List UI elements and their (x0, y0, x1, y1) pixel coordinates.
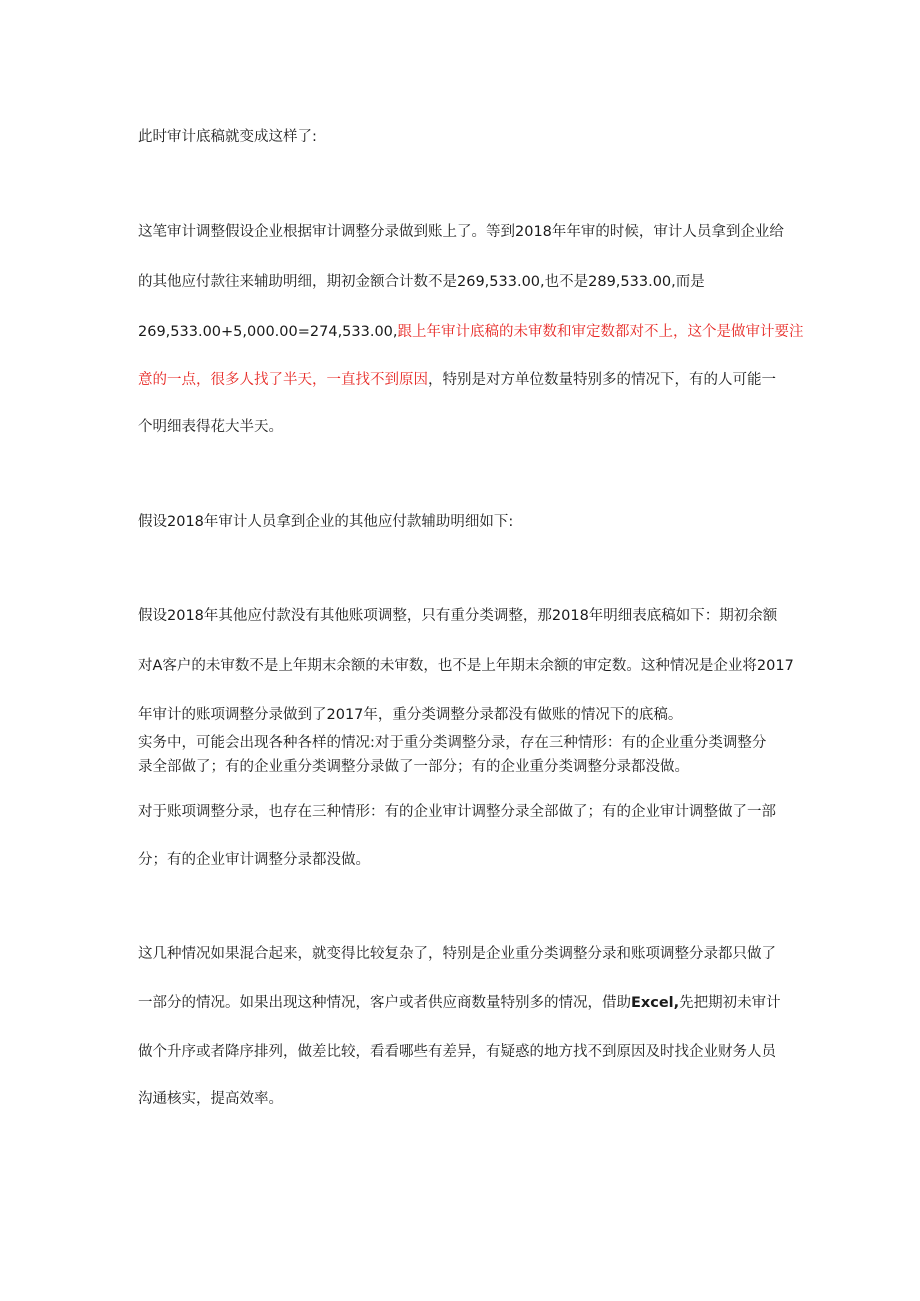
paragraph-5-text-2: 分；有的企业审计调整分录都没做。 (138, 852, 370, 868)
paragraph-5-text-1: 对于账项调整分录，也存在三种情形：有的企业审计调整分录全部做了；有的企业审计调整做了一部 (138, 804, 776, 820)
formula-text: 269,533.00+5,000.00=274,533.00, (138, 324, 398, 340)
paragraph-4-line-2 (138, 757, 689, 777)
paragraph-1-text-4: ，特别是对方单位数量特别多的情况下，有的人可能一 (428, 372, 776, 388)
paragraph-3-text-1: 假设2018年其他应付款没有其他账项调整，只有重分类调整，那2018年明细表底稿如下：期初余额 (138, 608, 778, 624)
paragraph-1-line-2 (138, 272, 705, 292)
paragraph-5-line-2 (138, 850, 370, 870)
paragraph-1-line-5 (138, 417, 283, 437)
paragraph-3-text-2: 对A客户的未审数不是上年期末余额的未审数，也不是上年期末余额的审定数。这种情况是企业将2017 (138, 658, 794, 674)
warning-text-1: 跟上年审计底稿的未审数和审定数都对不上，这个是做审计要注 (397, 324, 804, 340)
paragraph-6-line-4 (138, 1089, 283, 1109)
paragraph-3-line-1 (138, 606, 777, 626)
paragraph-6-text-3: 做个升序或者降序排列，做差比较，看看哪些有差异，有疑惑的地方找不到原因及时找企业财务人员 (138, 1044, 776, 1060)
intro-text: 此时审计底稿就变成这样了: (138, 129, 317, 145)
paragraph-4-line-1 (138, 733, 766, 753)
paragraph-6-text-2b: 先把期初未审计 (679, 995, 781, 1011)
paragraph-2-line-1 (138, 512, 513, 532)
paragraph-1-text-2: 的其他应付款往来辅助明细，期初金额合计数不是269,533.00,也不是289,533.00,而是 (138, 274, 705, 290)
paragraph-1-line-4 (138, 370, 776, 390)
paragraph-1-line-3 (138, 322, 804, 342)
paragraph-6-text-1: 这几种情况如果混合起来，就变得比较复杂了，特别是企业重分类调整分录和账项调整分录都只做了 (138, 946, 776, 962)
paragraph-4-text-1: 实务中，可能会出现各种各样的情况:对于重分类调整分录，存在三种情形：有的企业重分类调整分 (138, 735, 767, 751)
excel-term: Excel, (631, 995, 680, 1011)
paragraph-6-line-2 (138, 993, 781, 1013)
paragraph-4-text-2: 录全部做了；有的企业重分类调整分录做了一部分；有的企业重分类调整分录都没做。 (138, 759, 689, 775)
intro-line (138, 127, 317, 147)
paragraph-5-line-1 (138, 802, 776, 822)
paragraph-2-text-1: 假设2018年审计人员拿到企业的其他应付款辅助明细如下: (138, 514, 514, 530)
paragraph-6-line-1 (138, 944, 776, 964)
paragraph-1-text-5: 个明细表得花大半天。 (138, 419, 283, 435)
paragraph-3-line-3 (138, 705, 682, 725)
paragraph-6-line-3 (138, 1042, 776, 1062)
warning-text-2: 意的一点，很多人找了半天，一直找不到原因 (138, 372, 428, 388)
paragraph-1-line-1 (138, 222, 784, 242)
paragraph-6-text-4: 沟通核实，提高效率。 (138, 1091, 283, 1107)
paragraph-3-text-3: 年审计的账项调整分录做到了2017年，重分类调整分录都没有做账的情况下的底稿。 (138, 707, 683, 723)
paragraph-1-text-1: 这笔审计调整假设企业根据审计调整分录做到账上了。等到2018年年审的时候，审计人员拿到企业给 (138, 224, 784, 240)
paragraph-6-text-2: 一部分的情况。如果出现这种情况，客户或者供应商数量特别多的情况，借助 (138, 995, 631, 1011)
paragraph-3-line-2 (138, 656, 794, 676)
